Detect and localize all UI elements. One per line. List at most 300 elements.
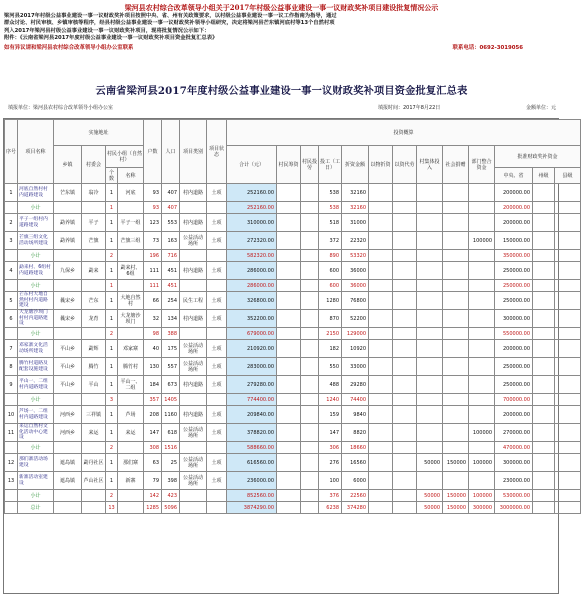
row-county bbox=[555, 184, 581, 202]
row-status: 土项 bbox=[207, 358, 227, 376]
row-county bbox=[555, 232, 581, 250]
row-seq: 4 bbox=[5, 262, 18, 280]
summary-social-donate: 150000 bbox=[443, 490, 469, 502]
summary-material-donate bbox=[369, 490, 393, 502]
row-township: 河西乡 bbox=[54, 406, 82, 424]
subtotal-row bbox=[5, 442, 581, 454]
row-village: 勐丹社区 bbox=[82, 454, 106, 472]
summary-category bbox=[180, 250, 207, 262]
row-project: 平山一、二组村内道路建设 bbox=[18, 376, 54, 394]
col-nat-name: 名称 bbox=[118, 168, 144, 184]
row-village-collective bbox=[417, 472, 443, 490]
row-approved: 200000.00 bbox=[495, 214, 533, 232]
row-villager-labor bbox=[301, 184, 319, 202]
row-social-donate bbox=[443, 376, 469, 394]
summary-village-collective bbox=[417, 394, 443, 406]
row-village: 勐辉 bbox=[82, 340, 106, 358]
summary-dept-fund bbox=[469, 202, 495, 214]
row-county bbox=[555, 262, 581, 280]
summary-labor-convert: 129000 bbox=[342, 328, 369, 340]
summary-township bbox=[54, 280, 82, 292]
row-social-donate bbox=[443, 358, 469, 376]
summary-sheet bbox=[3, 118, 573, 594]
row-labor-convert: 76800 bbox=[342, 292, 369, 310]
summary-village-collective: 50000 bbox=[417, 502, 443, 514]
row-labor-days: 372 bbox=[319, 232, 342, 250]
table-row bbox=[5, 184, 581, 202]
summary-county bbox=[555, 328, 581, 340]
row-prefecture bbox=[533, 376, 555, 394]
row-seq: 9 bbox=[5, 376, 18, 394]
row-prefecture bbox=[533, 424, 555, 442]
row-households: 93 bbox=[144, 184, 162, 202]
summary-label: 小计 bbox=[18, 250, 54, 262]
row-seq: 5 bbox=[5, 292, 18, 310]
row-total: 616560.00 bbox=[227, 454, 277, 472]
row-material-donate bbox=[369, 376, 393, 394]
summary-labor-days: 376 bbox=[319, 490, 342, 502]
col-dept-fund: 部门整合资金 bbox=[469, 146, 495, 184]
summary-households: 93 bbox=[144, 202, 162, 214]
summary-households: 98 bbox=[144, 328, 162, 340]
summary-prefecture bbox=[533, 502, 555, 514]
row-nat-name: 芒旗三组 bbox=[118, 232, 144, 250]
row-village: 翁冷 bbox=[82, 184, 106, 202]
summary-total: 852560.00 bbox=[227, 490, 277, 502]
summary-population: 388 bbox=[162, 328, 180, 340]
notice-doc-ref: 附件：《云南省梁河县2017年度村级公益事业建设一事一议财政奖补项目资金批复汇总表》 bbox=[4, 35, 218, 42]
row-labor-convert: 6000 bbox=[342, 472, 369, 490]
row-villager-labor bbox=[301, 472, 319, 490]
notice-title: 梁河县农村综合改革领导小组关于2017年村级公益事业建设一事一议财政奖补项目建设批复情况公示 bbox=[124, 3, 439, 12]
row-project: 芒旗三组文化活动场所建设 bbox=[18, 232, 54, 250]
row-villager-labor bbox=[301, 424, 319, 442]
summary-population: 716 bbox=[162, 250, 180, 262]
row-village-collective bbox=[417, 376, 443, 394]
row-dept-fund: 100000 bbox=[469, 232, 495, 250]
row-count: 1 bbox=[106, 184, 118, 202]
row-dept-fund bbox=[469, 472, 495, 490]
summary-prefecture bbox=[533, 328, 555, 340]
summary-material-donate bbox=[369, 202, 393, 214]
row-social-donate bbox=[443, 406, 469, 424]
summary-prefecture bbox=[533, 442, 555, 454]
row-project: 那们寨活动场建设 bbox=[18, 454, 54, 472]
row-project: 芒东村大地自然村村内道路建设 bbox=[18, 292, 54, 310]
row-approved: 250000.00 bbox=[495, 376, 533, 394]
summary-count: 2 bbox=[106, 328, 118, 340]
row-labor-days: 147 bbox=[319, 424, 342, 442]
row-township: 遮岛镇 bbox=[54, 454, 82, 472]
row-seq: 2 bbox=[5, 214, 18, 232]
summary-villager-fund bbox=[277, 280, 301, 292]
row-prefecture bbox=[533, 406, 555, 424]
row-total: 210920.00 bbox=[227, 340, 277, 358]
row-village-collective: 50000 bbox=[417, 454, 443, 472]
row-prefecture bbox=[533, 214, 555, 232]
summary-labor-days: 600 bbox=[319, 280, 342, 292]
row-material-donate bbox=[369, 406, 393, 424]
row-category: 公益活动场所 bbox=[180, 340, 207, 358]
table-row bbox=[5, 454, 581, 472]
summary-village bbox=[82, 490, 106, 502]
summary-county bbox=[555, 394, 581, 406]
row-labor-days: 538 bbox=[319, 184, 342, 202]
row-materials bbox=[393, 292, 417, 310]
table-row bbox=[5, 214, 581, 232]
row-villager-labor bbox=[301, 376, 319, 394]
row-villager-labor bbox=[301, 292, 319, 310]
row-category: 公益活动场所 bbox=[180, 424, 207, 442]
row-prefecture bbox=[533, 310, 555, 328]
summary-total: 679000.00 bbox=[227, 328, 277, 340]
row-count: 1 bbox=[106, 406, 118, 424]
summary-total: 252160.00 bbox=[227, 202, 277, 214]
row-village: 芒旗 bbox=[82, 232, 106, 250]
row-township: 遮岛镇 bbox=[54, 472, 82, 490]
row-villager-labor bbox=[301, 340, 319, 358]
summary-township bbox=[54, 502, 82, 514]
row-status: 土项 bbox=[207, 232, 227, 250]
row-approved: 200000.00 bbox=[495, 184, 533, 202]
summary-households: 142 bbox=[144, 490, 162, 502]
summary-count: 1 bbox=[106, 202, 118, 214]
row-category: 村内道路 bbox=[180, 214, 207, 232]
row-count: 1 bbox=[106, 214, 118, 232]
row-villager-fund bbox=[277, 454, 301, 472]
summary-seq bbox=[5, 202, 18, 214]
summary-category bbox=[180, 502, 207, 514]
row-prefecture bbox=[533, 184, 555, 202]
summary-total: 588660.00 bbox=[227, 442, 277, 454]
row-village-collective bbox=[417, 184, 443, 202]
row-material-donate bbox=[369, 232, 393, 250]
row-project: 河底自然村村内道路建设 bbox=[18, 184, 54, 202]
col-seq: 序号 bbox=[5, 120, 18, 184]
row-count: 1 bbox=[106, 340, 118, 358]
summary-nat-name bbox=[118, 280, 144, 292]
row-village: 勐来 bbox=[82, 262, 106, 280]
row-village-collective bbox=[417, 214, 443, 232]
row-county bbox=[555, 340, 581, 358]
summary-materials bbox=[393, 280, 417, 292]
row-category: 村内道路 bbox=[180, 406, 207, 424]
summary-county bbox=[555, 502, 581, 514]
summary-nat-name bbox=[118, 502, 144, 514]
summary-seq bbox=[5, 394, 18, 406]
publication-notice bbox=[4, 2, 559, 52]
filler-unit: 填报单位：梁河县农村综合改革领导小组办公室 bbox=[8, 105, 114, 111]
total-row bbox=[5, 502, 581, 514]
row-villager-fund bbox=[277, 292, 301, 310]
summary-village-collective: 50000 bbox=[417, 490, 443, 502]
row-total: 378820.00 bbox=[227, 424, 277, 442]
row-households: 184 bbox=[144, 376, 162, 394]
summary-approved: 3000000.00 bbox=[495, 502, 533, 514]
row-villager-fund bbox=[277, 472, 301, 490]
summary-labor-convert: 18660 bbox=[342, 442, 369, 454]
row-population: 134 bbox=[162, 310, 180, 328]
row-category: 村内道路 bbox=[180, 376, 207, 394]
row-seq: 3 bbox=[5, 232, 18, 250]
row-labor-days: 182 bbox=[319, 340, 342, 358]
row-villager-labor bbox=[301, 310, 319, 328]
row-dept-fund bbox=[469, 292, 495, 310]
row-households: 79 bbox=[144, 472, 162, 490]
row-nat-name: 大地自然村 bbox=[118, 292, 144, 310]
summary-county bbox=[555, 442, 581, 454]
summary-villager-labor bbox=[301, 394, 319, 406]
table-row bbox=[5, 376, 581, 394]
summary-approved: 350000.00 bbox=[495, 250, 533, 262]
summary-village bbox=[82, 250, 106, 262]
row-status: 土项 bbox=[207, 340, 227, 358]
row-count: 1 bbox=[106, 262, 118, 280]
row-dept-fund bbox=[469, 310, 495, 328]
summary-villager-labor bbox=[301, 280, 319, 292]
summary-total: 286000.00 bbox=[227, 280, 277, 292]
summary-material-donate bbox=[369, 280, 393, 292]
row-seq: 10 bbox=[5, 406, 18, 424]
row-material-donate bbox=[369, 214, 393, 232]
summary-labor-days: 890 bbox=[319, 250, 342, 262]
row-labor-convert: 33000 bbox=[342, 358, 369, 376]
table-row bbox=[5, 340, 581, 358]
row-materials bbox=[393, 232, 417, 250]
row-villager-labor bbox=[301, 232, 319, 250]
summary-material-donate bbox=[369, 328, 393, 340]
summary-village-collective bbox=[417, 280, 443, 292]
summary-dept-fund bbox=[469, 280, 495, 292]
summary-village bbox=[82, 328, 106, 340]
row-population: 25 bbox=[162, 454, 180, 472]
row-households: 63 bbox=[144, 454, 162, 472]
row-village-collective bbox=[417, 292, 443, 310]
row-approved: 200000.00 bbox=[495, 340, 533, 358]
row-township: 曩宋乡 bbox=[54, 292, 82, 310]
col-labor-days: 投工（工日） bbox=[319, 146, 342, 184]
summary-seq bbox=[5, 328, 18, 340]
row-material-donate bbox=[369, 424, 393, 442]
row-dept-fund bbox=[469, 406, 495, 424]
summary-seq bbox=[5, 502, 18, 514]
row-village: 芦山社区 bbox=[82, 472, 106, 490]
summary-label: 小计 bbox=[18, 394, 54, 406]
row-prefecture bbox=[533, 340, 555, 358]
row-township: 河西乡 bbox=[54, 424, 82, 442]
row-labor-convert: 36000 bbox=[342, 262, 369, 280]
summary-villager-labor bbox=[301, 328, 319, 340]
summary-population: 451 bbox=[162, 280, 180, 292]
summary-labor-convert: 32160 bbox=[342, 202, 369, 214]
row-approved: 270000.00 bbox=[495, 424, 533, 442]
summary-population: 407 bbox=[162, 202, 180, 214]
col-households: 户数 bbox=[144, 120, 162, 184]
summary-category bbox=[180, 202, 207, 214]
row-labor-convert: 52200 bbox=[342, 310, 369, 328]
summary-approved: 470000.00 bbox=[495, 442, 533, 454]
summary-label: 小计 bbox=[18, 442, 54, 454]
row-materials bbox=[393, 358, 417, 376]
row-prefecture bbox=[533, 454, 555, 472]
summary-label: 小计 bbox=[18, 202, 54, 214]
row-total: 272320.00 bbox=[227, 232, 277, 250]
summary-village-collective bbox=[417, 328, 443, 340]
row-status: 土项 bbox=[207, 214, 227, 232]
row-status: 土项 bbox=[207, 406, 227, 424]
row-social-donate bbox=[443, 472, 469, 490]
summary-village-collective bbox=[417, 442, 443, 454]
summary-village bbox=[82, 442, 106, 454]
row-township: 芒东镇 bbox=[54, 184, 82, 202]
row-households: 111 bbox=[144, 262, 162, 280]
summary-villager-labor bbox=[301, 202, 319, 214]
row-materials bbox=[393, 376, 417, 394]
row-prefecture bbox=[533, 262, 555, 280]
row-category: 民生工程 bbox=[180, 292, 207, 310]
row-population: 407 bbox=[162, 184, 180, 202]
row-project: 平子一组村内道路建设 bbox=[18, 214, 54, 232]
row-project: 来运自然村文化活动中心建设 bbox=[18, 424, 54, 442]
col-location: 实施地址 bbox=[54, 120, 144, 146]
row-approved: 250000.00 bbox=[495, 358, 533, 376]
row-villager-fund bbox=[277, 406, 301, 424]
summary-labor-convert: 74400 bbox=[342, 394, 369, 406]
row-labor-days: 550 bbox=[319, 358, 342, 376]
row-village: 龙育 bbox=[82, 310, 106, 328]
summary-material-donate bbox=[369, 502, 393, 514]
summary-villager-fund bbox=[277, 394, 301, 406]
row-county bbox=[555, 214, 581, 232]
summary-category bbox=[180, 328, 207, 340]
row-county bbox=[555, 454, 581, 472]
row-materials bbox=[393, 406, 417, 424]
row-status: 土项 bbox=[207, 292, 227, 310]
row-dept-fund bbox=[469, 262, 495, 280]
table-row bbox=[5, 310, 581, 328]
summary-count: 2 bbox=[106, 490, 118, 502]
summary-status bbox=[207, 202, 227, 214]
col-labor-convert: 折资金额 bbox=[342, 146, 369, 184]
notice-line-1: 梁河县2017年村级公益事业建设一事一议财政奖补项目按照中央、省、州有关政策要求，以村级公益事业建设一事一议工作指南为指导，通过 bbox=[4, 13, 337, 19]
summary-count: 3 bbox=[106, 394, 118, 406]
row-total: 326800.00 bbox=[227, 292, 277, 310]
summary-status bbox=[207, 442, 227, 454]
row-population: 1160 bbox=[162, 406, 180, 424]
table-body bbox=[5, 184, 581, 514]
row-village: 平山 bbox=[82, 376, 106, 394]
row-materials bbox=[393, 424, 417, 442]
summary-labor-days: 1240 bbox=[319, 394, 342, 406]
row-village: 芒东 bbox=[82, 292, 106, 310]
row-social-donate bbox=[443, 292, 469, 310]
summary-villager-fund bbox=[277, 328, 301, 340]
row-approved: 200000.00 bbox=[495, 406, 533, 424]
subtotal-row bbox=[5, 250, 581, 262]
row-social-donate bbox=[443, 184, 469, 202]
row-nat-name: 那们寨 bbox=[118, 454, 144, 472]
row-county bbox=[555, 292, 581, 310]
subtotal-row bbox=[5, 202, 581, 214]
row-township: 勐养镇 bbox=[54, 214, 82, 232]
row-villager-labor bbox=[301, 406, 319, 424]
summary-social-donate: 150000 bbox=[443, 502, 469, 514]
summary-social-donate bbox=[443, 442, 469, 454]
summary-materials bbox=[393, 250, 417, 262]
row-labor-days: 870 bbox=[319, 310, 342, 328]
row-seq: 11 bbox=[5, 424, 18, 442]
summary-households: 196 bbox=[144, 250, 162, 262]
row-category: 公益活动场所 bbox=[180, 454, 207, 472]
row-population: 254 bbox=[162, 292, 180, 310]
col-social-donate: 社会捐赠 bbox=[443, 146, 469, 184]
row-social-donate: 150000 bbox=[443, 454, 469, 472]
summary-villager-fund bbox=[277, 202, 301, 214]
row-material-donate bbox=[369, 340, 393, 358]
row-county bbox=[555, 376, 581, 394]
summary-materials bbox=[393, 202, 417, 214]
row-materials bbox=[393, 310, 417, 328]
summary-village bbox=[82, 202, 106, 214]
summary-households: 308 bbox=[144, 442, 162, 454]
summary-approved: 700000.00 bbox=[495, 394, 533, 406]
table-row bbox=[5, 424, 581, 442]
row-village-collective bbox=[417, 310, 443, 328]
row-category: 公益活动场所 bbox=[180, 472, 207, 490]
row-nat-name: 来运 bbox=[118, 424, 144, 442]
row-villager-labor bbox=[301, 358, 319, 376]
row-prefecture bbox=[533, 472, 555, 490]
row-count: 1 bbox=[106, 454, 118, 472]
notice-contact-office: 如有异议请和梁河县农村综合改革领导小组办公室联系 bbox=[4, 44, 134, 51]
summary-township bbox=[54, 202, 82, 214]
summary-village-collective bbox=[417, 250, 443, 262]
summary-villager-fund bbox=[277, 442, 301, 454]
row-seq: 7 bbox=[5, 340, 18, 358]
row-seq: 6 bbox=[5, 310, 18, 328]
row-dept-fund bbox=[469, 340, 495, 358]
col-central-prov: 中央、省 bbox=[495, 168, 533, 184]
summary-total: 3874290.00 bbox=[227, 502, 277, 514]
row-households: 73 bbox=[144, 232, 162, 250]
row-count: 1 bbox=[106, 472, 118, 490]
row-materials bbox=[393, 340, 417, 358]
summary-township bbox=[54, 250, 82, 262]
row-labor-convert: 10920 bbox=[342, 340, 369, 358]
summary-nat-name bbox=[118, 490, 144, 502]
summary-material-donate bbox=[369, 250, 393, 262]
notice-line-3: 列入2017年梁河县村级公益事业建设一事一议财政奖补项目，现将批复情况公示如下： bbox=[4, 27, 210, 34]
row-nat-name: 腾竹村 bbox=[118, 358, 144, 376]
summary-approved: 200000.00 bbox=[495, 202, 533, 214]
subtotal-row bbox=[5, 490, 581, 502]
row-count: 1 bbox=[106, 358, 118, 376]
row-village-collective bbox=[417, 424, 443, 442]
summary-population: 1516 bbox=[162, 442, 180, 454]
row-status: 土项 bbox=[207, 184, 227, 202]
col-villager-labor: 村民投劳 bbox=[301, 146, 319, 184]
summary-village bbox=[82, 394, 106, 406]
summary-county bbox=[555, 490, 581, 502]
row-nat-name: 河底 bbox=[118, 184, 144, 202]
summary-material-donate bbox=[369, 394, 393, 406]
subtotal-row bbox=[5, 280, 581, 292]
summary-village bbox=[82, 502, 106, 514]
row-category: 村内道路 bbox=[180, 262, 207, 280]
row-approved: 300000.00 bbox=[495, 454, 533, 472]
row-township: 平山乡 bbox=[54, 340, 82, 358]
col-population: 人口 bbox=[162, 120, 180, 184]
